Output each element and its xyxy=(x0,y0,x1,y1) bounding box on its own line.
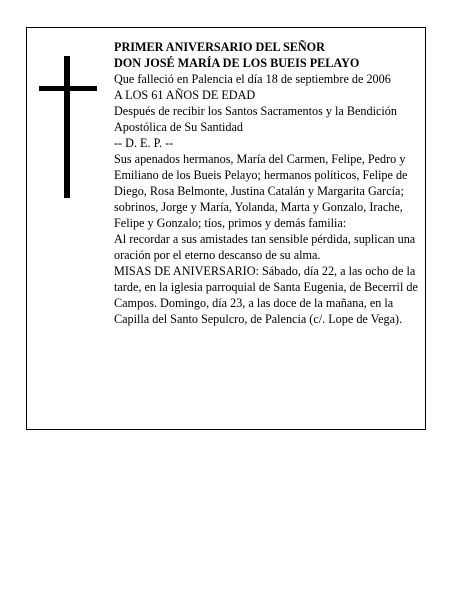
rip-line: -- D. E. P. -- xyxy=(114,136,174,150)
sacraments-line: Después de recibir los Santos Sacramentos y la Bendición Apostólica de Su Santidad xyxy=(114,104,397,134)
cross-vertical-bar xyxy=(64,56,70,198)
heading-line-2: DON JOSÉ MARÍA DE LOS BUEIS PELAYO xyxy=(114,56,360,70)
notice-text xyxy=(114,39,426,327)
obituary-notice xyxy=(26,27,426,430)
cross-icon xyxy=(39,56,97,198)
cross-horizontal-bar xyxy=(39,86,97,91)
prayer-request: Al recordar a sus amistades tan sensible pérdida, suplican una oración por el eterno descanso de su alma. xyxy=(114,232,416,262)
family-paragraph: Sus apenados hermanos, María del Carmen, Felipe, Pedro y Emiliano de los Bueis Pelayo; hermanos políticos, Felipe de Diego, Rosa Belmonte, Justina Catalán y Margarita García; sobrinos, Jorge y María, Yolanda, Marta y Gonzalo, Irache, Felipe y Gonzalo; tíos, primos y demás familia: xyxy=(114,152,408,230)
age-line: A LOS 61 AÑOS DE EDAD xyxy=(114,88,256,102)
masses-paragraph: MISAS DE ANIVERSARIO: Sábado, día 22, a las ocho de la tarde, en la iglesia parroquial de Santa Eugenia, de Becerril de Campos. Domingo, día 23, a las doce de la mañana, en la Capilla del Santo Sepulcro, de Palencia (c/. Lope de Vega). xyxy=(114,264,418,326)
death-info: Que falleció en Palencia el día 18 de septiembre de 2006 xyxy=(114,72,391,86)
heading-line-1: PRIMER ANIVERSARIO DEL SEÑOR xyxy=(114,40,325,54)
